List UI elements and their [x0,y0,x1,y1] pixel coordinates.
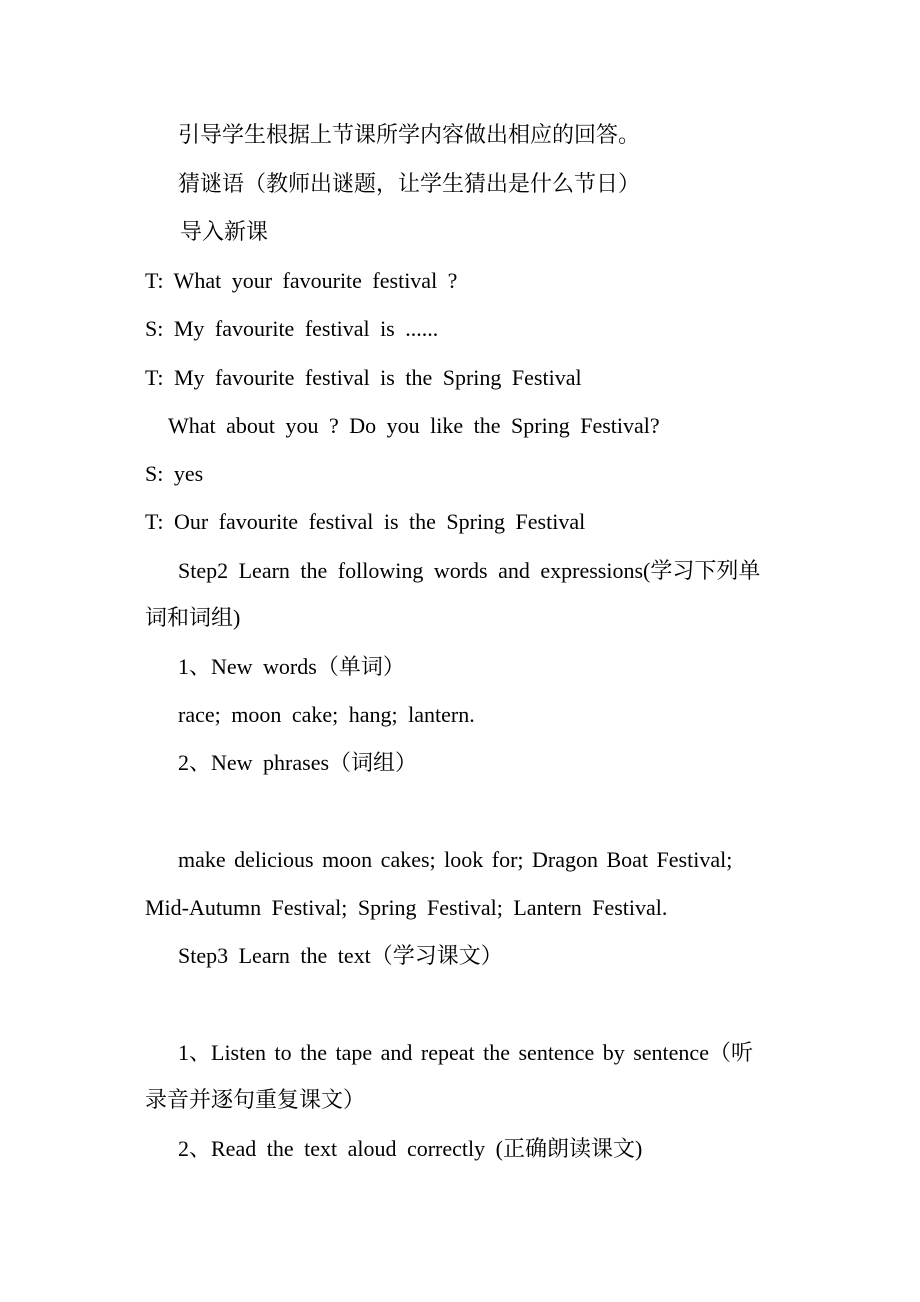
paragraph-line: 猜谜语（教师出谜题，让学生猜出是什么节日） [178,171,641,196]
paragraph-line: 引导学生根据上节课所学内容做出相应的回答。 [178,122,641,147]
section-heading: 导入新课 [180,219,269,244]
dialogue-line: T: What your favourite festival ? [145,268,458,293]
dialogue-line: What about you ? Do you like the Spring Festival? [168,413,660,438]
dialogue-line: S: yes [145,461,204,486]
list-item: 2、Read the text aloud correctly (正确朗读课文) [178,1136,643,1161]
step-heading: Step2 Learn the following words and expressions(学习下列单 [178,558,761,583]
dialogue-line: T: Our favourite festival is the Spring Festival [145,509,586,534]
dialogue-line: T: My favourite festival is the Spring Festival [145,365,582,390]
paragraph-line: make delicious moon cakes; look for; Dragon Boat Festival; [178,847,733,872]
dialogue-line: S: My favourite festival is ...... [145,316,439,341]
paragraph-line: Mid-Autumn Festival; Spring Festival; Lantern Festival. [145,895,668,920]
list-item: 2、New phrases（词组） [178,750,418,775]
list-item: 1、New words（单词） [178,654,405,679]
step-heading: Step3 Learn the text（学习课文） [178,943,503,968]
paragraph-line: 录音并逐句重复课文） [145,1087,366,1112]
paragraph-line: 词和词组) [145,605,241,630]
paragraph-line: race; moon cake; hang; lantern. [178,702,475,727]
list-item: 1、Listen to the tape and repeat the sentence by sentence（听 [178,1040,753,1065]
